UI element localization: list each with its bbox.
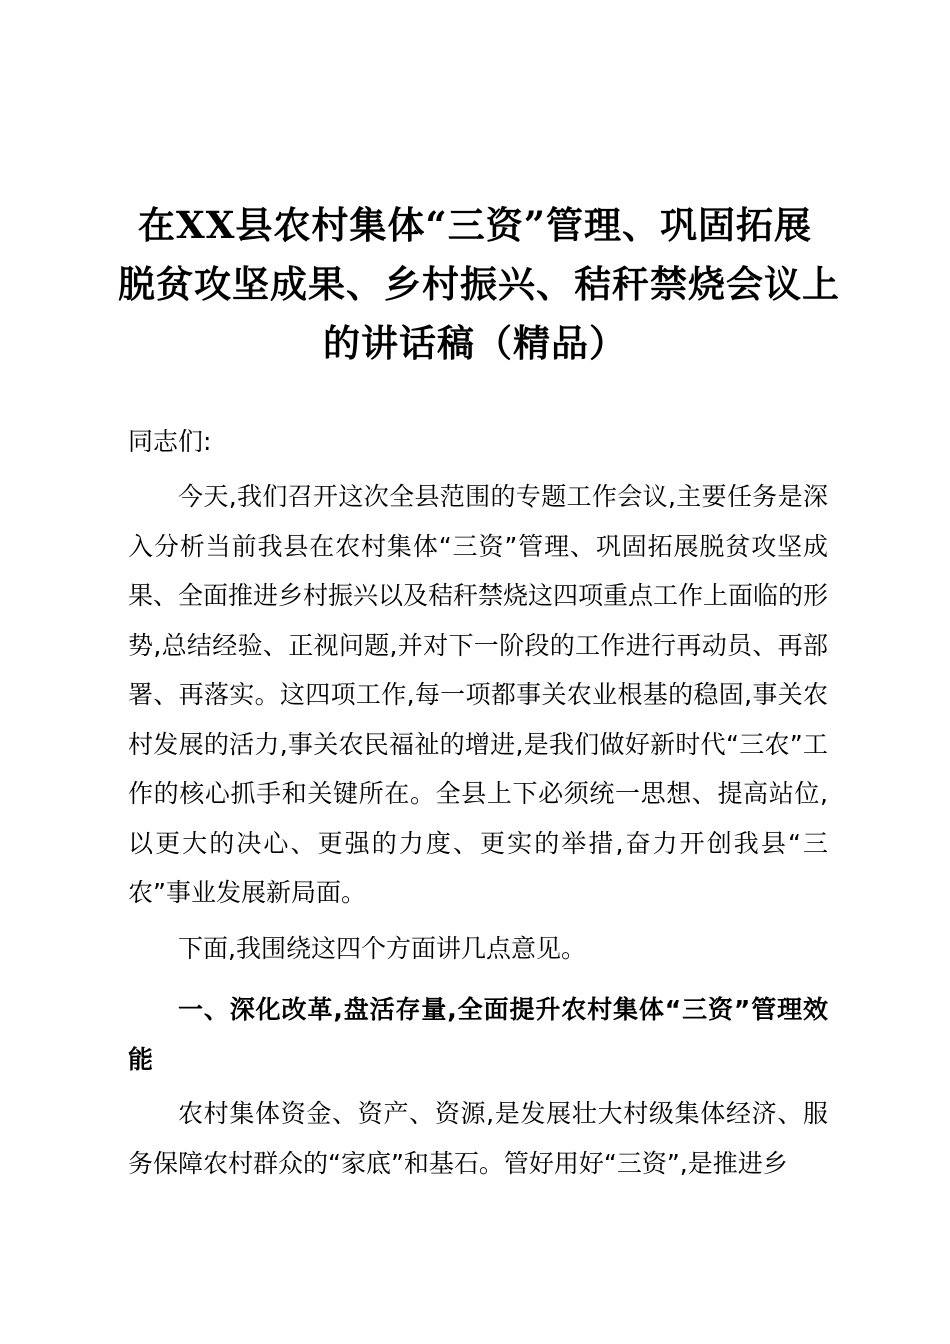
section-heading: 一、深化改革,盘活存量,全面提升农村集体“三资”管理效能	[128, 995, 828, 1074]
title-line: 在XX县农村集体“三资”管理、巩固拓展	[138, 203, 812, 247]
section-paragraph: 农村集体资金、资产、资源,是发展壮大村级集体经济、服务保障农村群众的“家底”和基石。管好用好“三资”,是推进乡	[128, 1099, 828, 1178]
title-line: 脱贫攻坚成果、乡村振兴、秸秆禁烧会议上	[118, 262, 840, 306]
transition-paragraph: 下面,我围绕这四个方面讲几点意见。	[178, 934, 586, 963]
document-title	[118, 196, 840, 373]
title-line: 的讲话稿（精品）	[323, 321, 627, 365]
opening-paragraph: 今天,我们召开这次全县范围的专题工作会议,主要任务是深入分析当前我县在农村集体“三资”管理、巩固拓展脱贫攻坚成果、全面推进乡村振兴以及秸秆禁烧这四项重点工作上面临的形势,总结经验、正视问题,并对下一阶段的工作进行再动员、再部署、再落实。这四项工作,每一项都事关农业根基的稳固,事关农村发展的活力,事关农民福祉的增进,是我们做好新时代“三农”工作的核心抓手和关键所在。全县上下必须统一思想、提高站位,以更大的决心、更强的力度、更实的举措,奋力开创我县“三农”事业发展新局面。	[128, 482, 829, 907]
salutation: 同志们:	[128, 427, 212, 456]
